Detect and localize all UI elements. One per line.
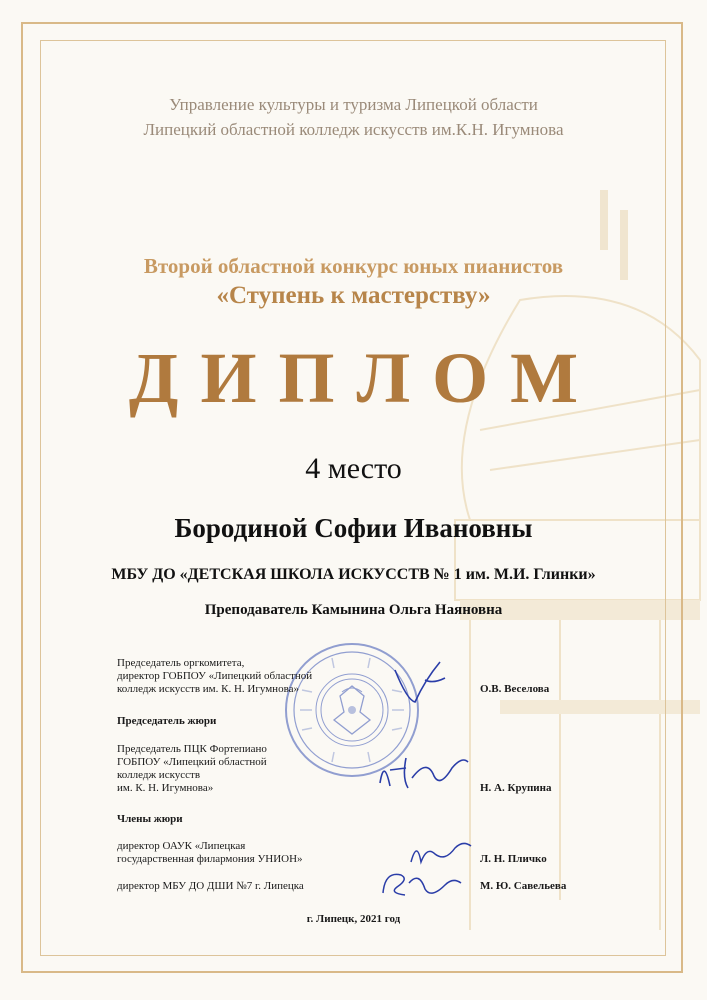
organization-line-1: Управление культуры и туризма Липецкой области [169,95,538,114]
chair-org-title-line3: колледж искусств им. К. Н. Игумнова» [117,683,299,695]
signature-savelieva [375,865,465,905]
recipient-name: Бородиной Софии Ивановны [174,513,533,543]
chair-jury-name: Н. А. Крупина [480,782,552,794]
chair-jury-title-line1: Председатель ПЦК Фортепиано [117,743,267,755]
jury-members-heading: Члены жюри [117,813,183,825]
organization-line-2: Липецкий областной колледж искусств им.К.Н. Игумнова [143,120,564,139]
member1-name: Л. Н. Пличко [480,853,547,865]
member2-name: М. Ю. Савельева [480,880,567,892]
chair-org-title-line2: директор ГОБПОУ «Липецкий областной [117,670,313,682]
member1-title-line1: директор ОАУК «Липецкая [117,840,246,852]
chair-jury-title-line3: колледж искусств [117,769,201,781]
chair-jury-title-line2: ГОБПОУ «Липецкий областной [117,756,267,768]
member1-title-line2: государственная филармония УНИОН» [117,853,303,865]
diploma-title: ДИПЛОМ [128,338,601,418]
award-place: 4 место [305,452,402,485]
teacher-name: Преподаватель Камынина Ольга Наяновна [204,602,503,618]
contest-title: Второй областной конкурс юных пианистов [143,254,564,278]
contest-subtitle: «Ступень к мастерству» [216,282,491,309]
chair-org-title-line1: Председатель оргкомитета, [117,657,245,669]
jury-chair-heading: Председатель жюри [117,715,217,727]
chair-org-name: О.В. Веселова [480,683,550,695]
member2-title-line1: директор МБУ ДО ДШИ №7 г. Липецка [117,880,304,892]
place-and-year: г. Липецк, 2021 год [306,913,401,925]
recipient-school: МБУ ДО «ДЕТСКАЯ ШКОЛА ИСКУССТВ № 1 им. М.И. Глинки» [111,566,596,583]
signature-veselova [385,650,455,710]
chair-jury-title-line4: им. К. Н. Игумнова» [117,782,214,794]
signature-krupina [372,748,472,798]
